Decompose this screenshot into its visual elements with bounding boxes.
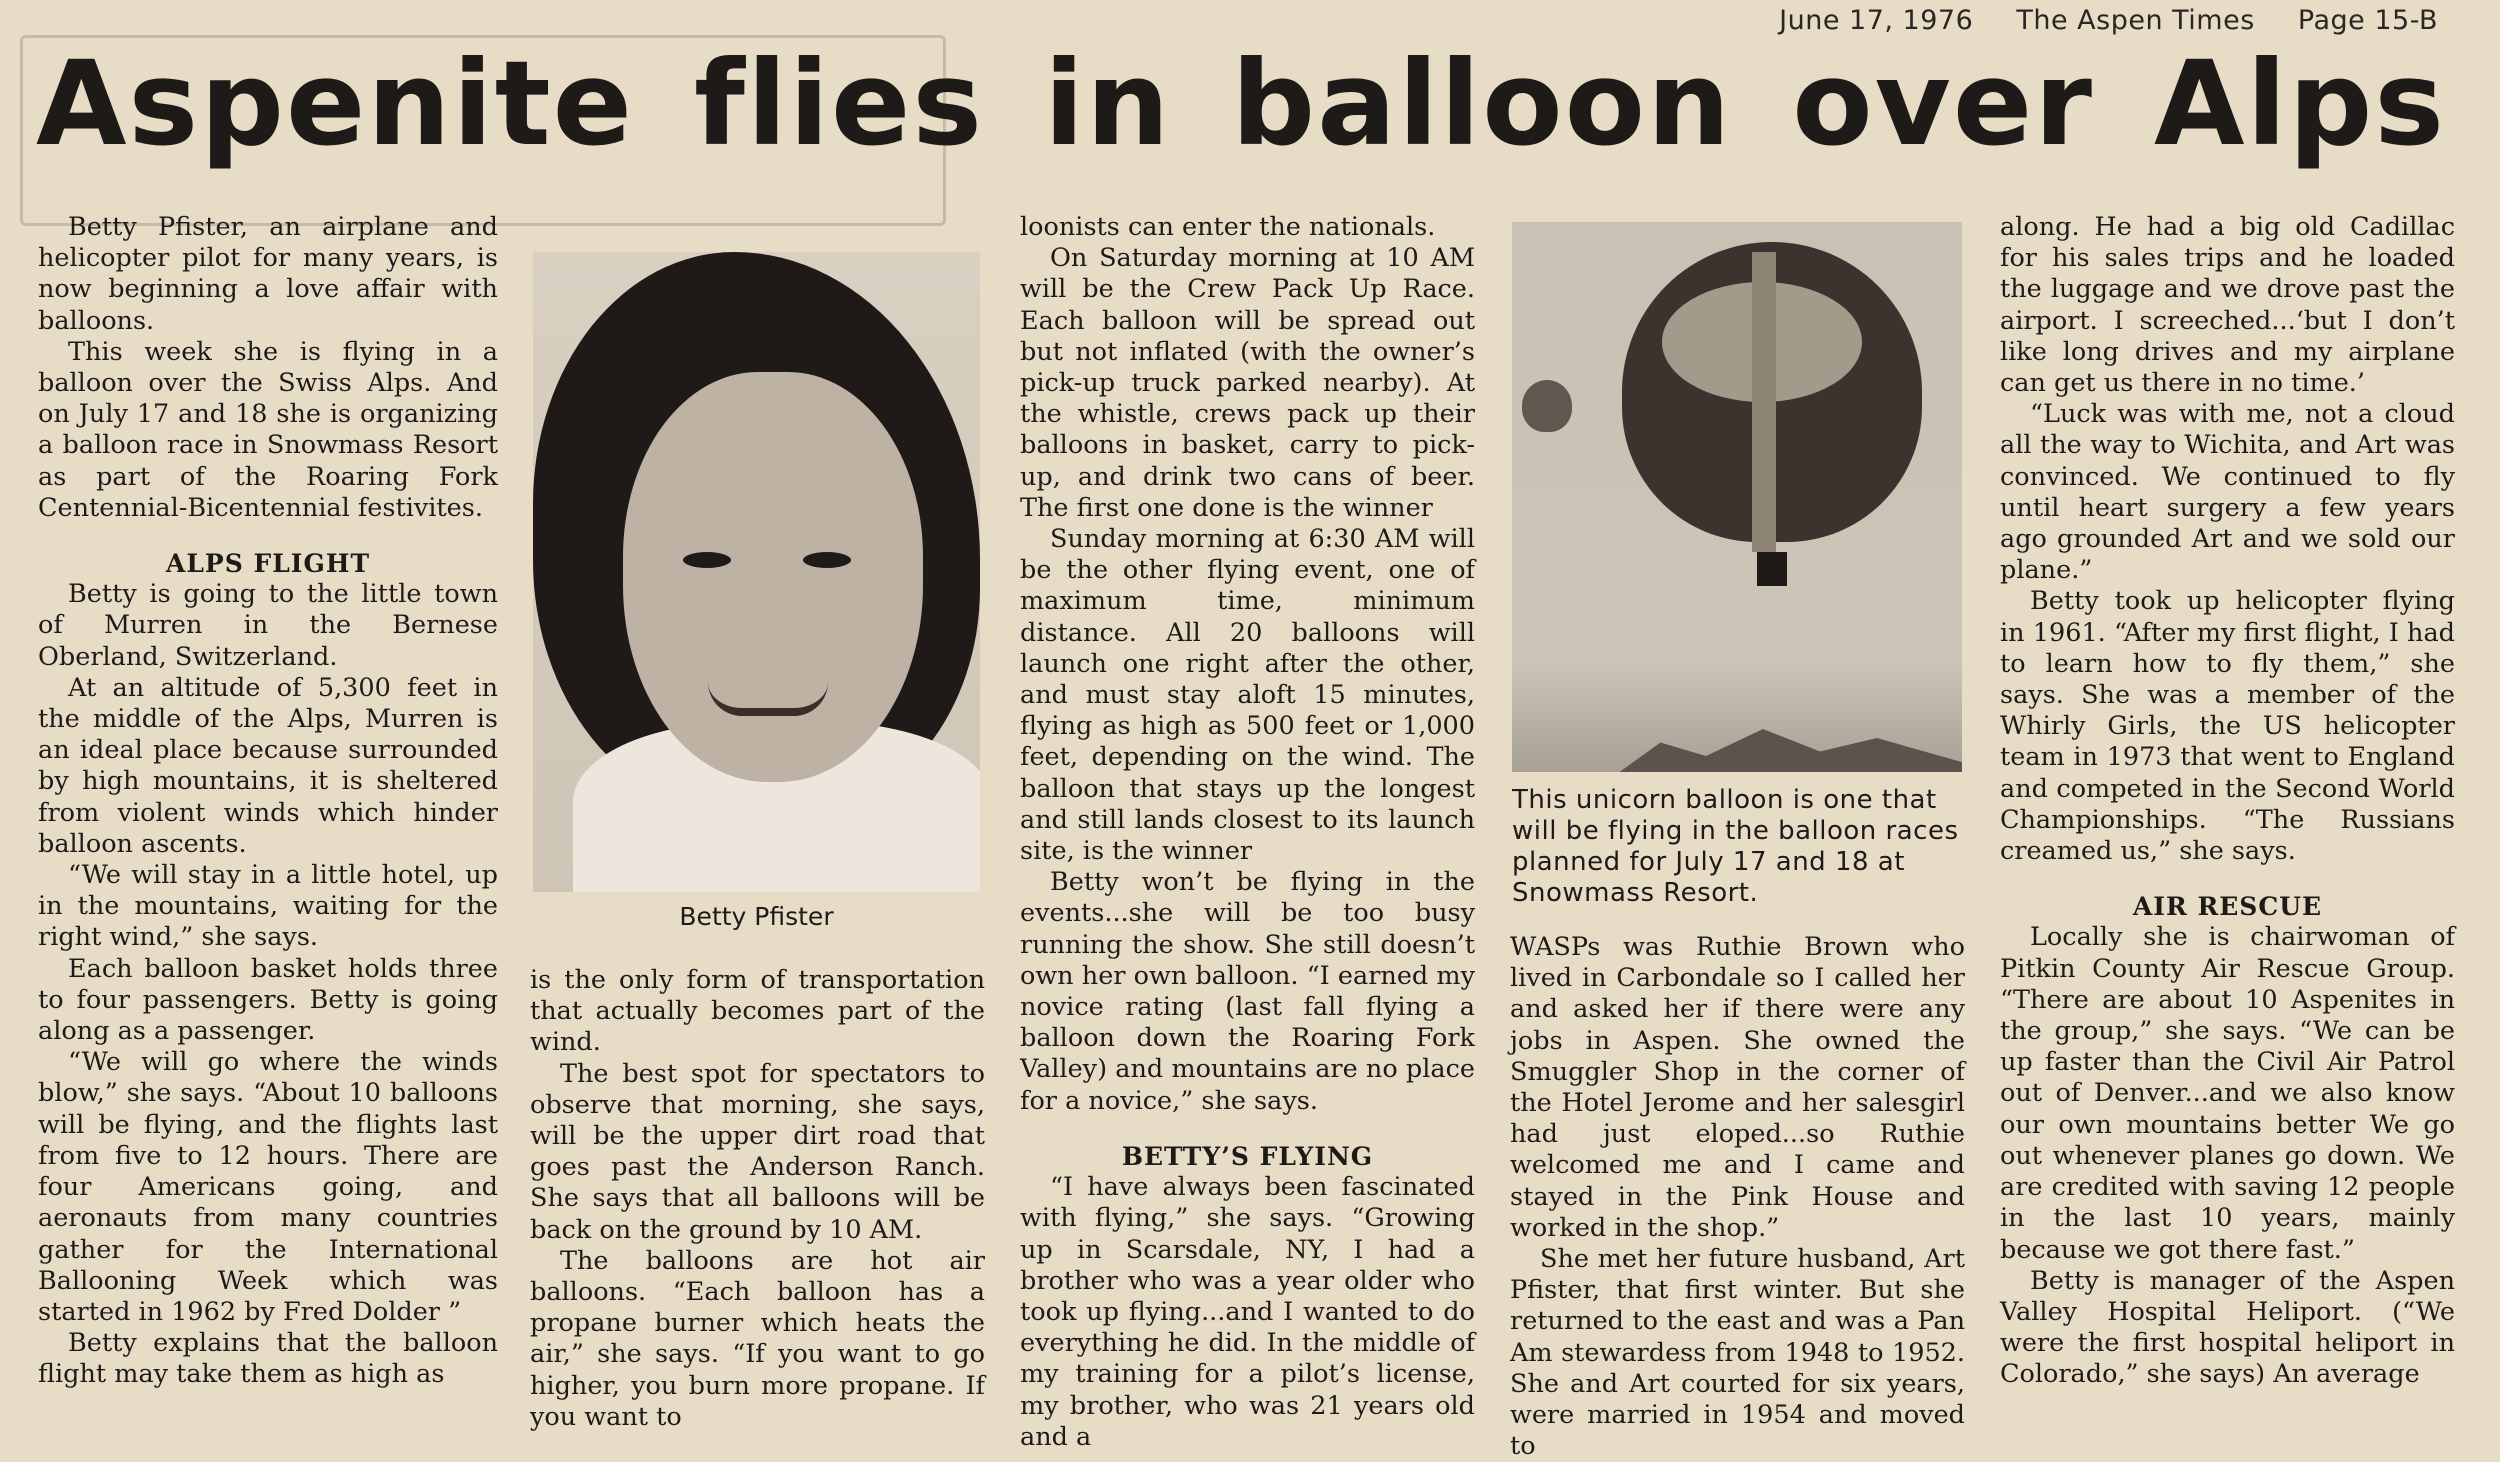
headline-word: over xyxy=(1792,35,2094,172)
paragraph: On Saturday morning at 10 AM will be the Crew Pack Up Race. Each balloon will be spread out but not inflated (with the owner’s pick-up truck parked nearby). At the whistle, crews pack up their balloons in basket, carry to pick-up, and drink two cans of beer. The first one done is the winner xyxy=(1020,243,1475,523)
paragraph: This week she is flying in a balloon over the Swiss Alps. And on July 17 and 18 she is organizing a balloon race in Snowmass Resort as part of the Roaring Fork Centennial-Bicentennial festivites. xyxy=(38,336,498,523)
eye-shape xyxy=(683,552,731,568)
subhead-bettys-flying: BETTY’S FLYING xyxy=(1121,1141,1374,1171)
paragraph: Betty explains that the balloon flight may take them as high as xyxy=(38,1328,498,1390)
paragraph: Betty won’t be flying in the events...she will be too busy running the show. She still doesn’t own her own balloon. “I earned my novice rating (last fall flying a balloon down the Roaring Fork Valley) and mountains are no place for a novice,” she says. xyxy=(1020,867,1475,1116)
face-shape xyxy=(623,372,923,782)
article-column-2 xyxy=(530,965,985,1433)
paragraph: along. He had a big old Cadillac for his sales trips and he loaded the luggage and we drove past the airport. I screeched...‘but I don’t like long drives and my airplane can get us there in no time.’ xyxy=(2000,212,2455,399)
headline-word: Alps xyxy=(2153,35,2446,172)
paragraph: “Luck was with me, not a cloud all the way to Wichita, and Art was convinced. We continued to fly until heart surgery a few years ago grounded Art and we sold our plane.” xyxy=(2000,399,2455,586)
article-column-4 xyxy=(1510,932,1965,1462)
paragraph: “We will go where the winds blow,” she says. “About 10 balloons will be flying, and the flights last from five to 12 hours. There are four Americans going, and aeronauts from many countries gather for the International Ballooning Week which was started in 1962 by Fred Dolder ” xyxy=(38,1047,498,1327)
headline-word: Aspenite xyxy=(36,35,634,172)
paragraph: Locally she is chairwoman of Pitkin County Air Rescue Group. “There are about 10 Aspenites in the group,” she says. “We can be up faster than the Civil Air Patrol out of Denver...and we also know our own mountains better We go out whenever planes go down. We are credited with saving 12 people in the last 10 years, mainly because we got there fast.” xyxy=(2000,922,2455,1265)
portrait-caption: Betty Pfister xyxy=(679,902,834,931)
subhead-air-rescue: AIR RESCUE xyxy=(2132,892,2323,922)
balloon-basket-shape xyxy=(1757,552,1787,586)
header-date: June 17, 1976 xyxy=(1779,5,1974,36)
mouth-shape xyxy=(708,682,828,716)
paragraph: Sunday morning at 6:30 AM will be the other flying event, one of maximum time, minimum distance. All 20 balloons will launch one right after the other, and must stay aloft 15 minutes, flying as high as 500 feet or 1,000 feet, depending on the wind. The balloon that stays up the longest and still lands closest to its launch site, is the winner xyxy=(1020,524,1475,867)
paragraph: “I have always been fascinated with flying,” she says. “Growing up in Scarsdale, NY, I had a brother who was a year older who took up flying...and I wanted to do everything he did. In the middle of my training for a pilot’s license, my brother, who was 21 years old and a xyxy=(1020,1172,1475,1452)
headline-word: flies xyxy=(693,35,985,172)
paragraph: Betty took up helicopter flying in 1961. “After my first flight, I had to learn how to fly them,” she says. She was a member of the Whirly Girls, the US helicopter team in 1973 that went to England and competed in the Second World Championships. “The Russians creamed us,” she says. xyxy=(2000,586,2455,867)
headline-word: balloon xyxy=(1231,35,1733,172)
portrait-photo xyxy=(533,252,980,892)
article-column-5 xyxy=(2000,212,2455,1391)
article-column-3 xyxy=(1020,212,1475,1453)
paragraph: Betty is manager of the Aspen Valley Hospital Heliport. (“We were the first hospital heliport in Colorado,” she says) An average xyxy=(2000,1265,2455,1390)
subhead-alps-flight: ALPS FLIGHT xyxy=(165,549,371,579)
paragraph: is the only form of transportation that actually becomes part of the wind. xyxy=(530,965,985,1058)
paragraph: She met her future husband, Art Pfister, that first winter. But she returned to the east and was a Pan Am stewardess from 1948 to 1952. She and Art courted for six years, were married in 1954 and moved to xyxy=(1510,1244,1965,1462)
paragraph: WASPs was Ruthie Brown who lived in Carbondale so I called her and asked her if there were any jobs in Aspen. She owned the Smuggler Shop in the corner of the Hotel Jerome and her salesgirl had just eloped...so Ruthie welcomed me and I came and stayed in the Pink House and worked in the shop.” xyxy=(1510,932,1965,1243)
paragraph: Betty Pfister, an airplane and helicopter pilot for many years, is now beginning a love affair with balloons. xyxy=(38,212,498,336)
balloon-stripe-shape xyxy=(1752,252,1776,552)
small-balloon-shape xyxy=(1522,380,1572,432)
page-header xyxy=(1745,5,2438,36)
mountain-shape xyxy=(1592,702,1962,772)
paragraph: Each balloon basket holds three to four passengers. Betty is going along as a passenger. xyxy=(38,953,498,1047)
header-paper: The Aspen Times xyxy=(2016,5,2255,36)
article-column-1 xyxy=(38,212,498,1391)
paragraph: At an altitude of 5,300 feet in the middle of the Alps, Murren is an ideal place because surrounded by high mountains, it is sheltered from violent winds which hinder balloon ascents. xyxy=(38,672,498,859)
headline-word: in xyxy=(1044,35,1172,172)
balloon-photo xyxy=(1512,222,1962,772)
header-page: Page 15-B xyxy=(2297,5,2438,36)
headline xyxy=(36,35,2446,172)
paragraph: The balloons are hot air balloons. “Each balloon has a propane burner which heats the air,” she says. “If you want to go higher, you burn more propane. If you want to xyxy=(530,1245,985,1432)
balloon-caption: This unicorn balloon is one that will be flying in the balloon races planned for July 17 and 18 at Snowmass Resort. xyxy=(1512,785,1959,908)
paragraph: The best spot for spectators to observe that morning, she says, will be the upper dirt road that goes past the Anderson Ranch. She says that all balloons will be back on the ground by 10 AM. xyxy=(530,1058,985,1245)
paragraph: loonists can enter the nationals. xyxy=(1020,212,1436,242)
eye-shape xyxy=(803,552,851,568)
paragraph: Betty is going to the little town of Murren in the Bernese Oberland, Switzerland. xyxy=(38,579,498,672)
paragraph: “We will stay in a little hotel, up in the mountains, waiting for the right wind,” she says. xyxy=(38,860,498,953)
